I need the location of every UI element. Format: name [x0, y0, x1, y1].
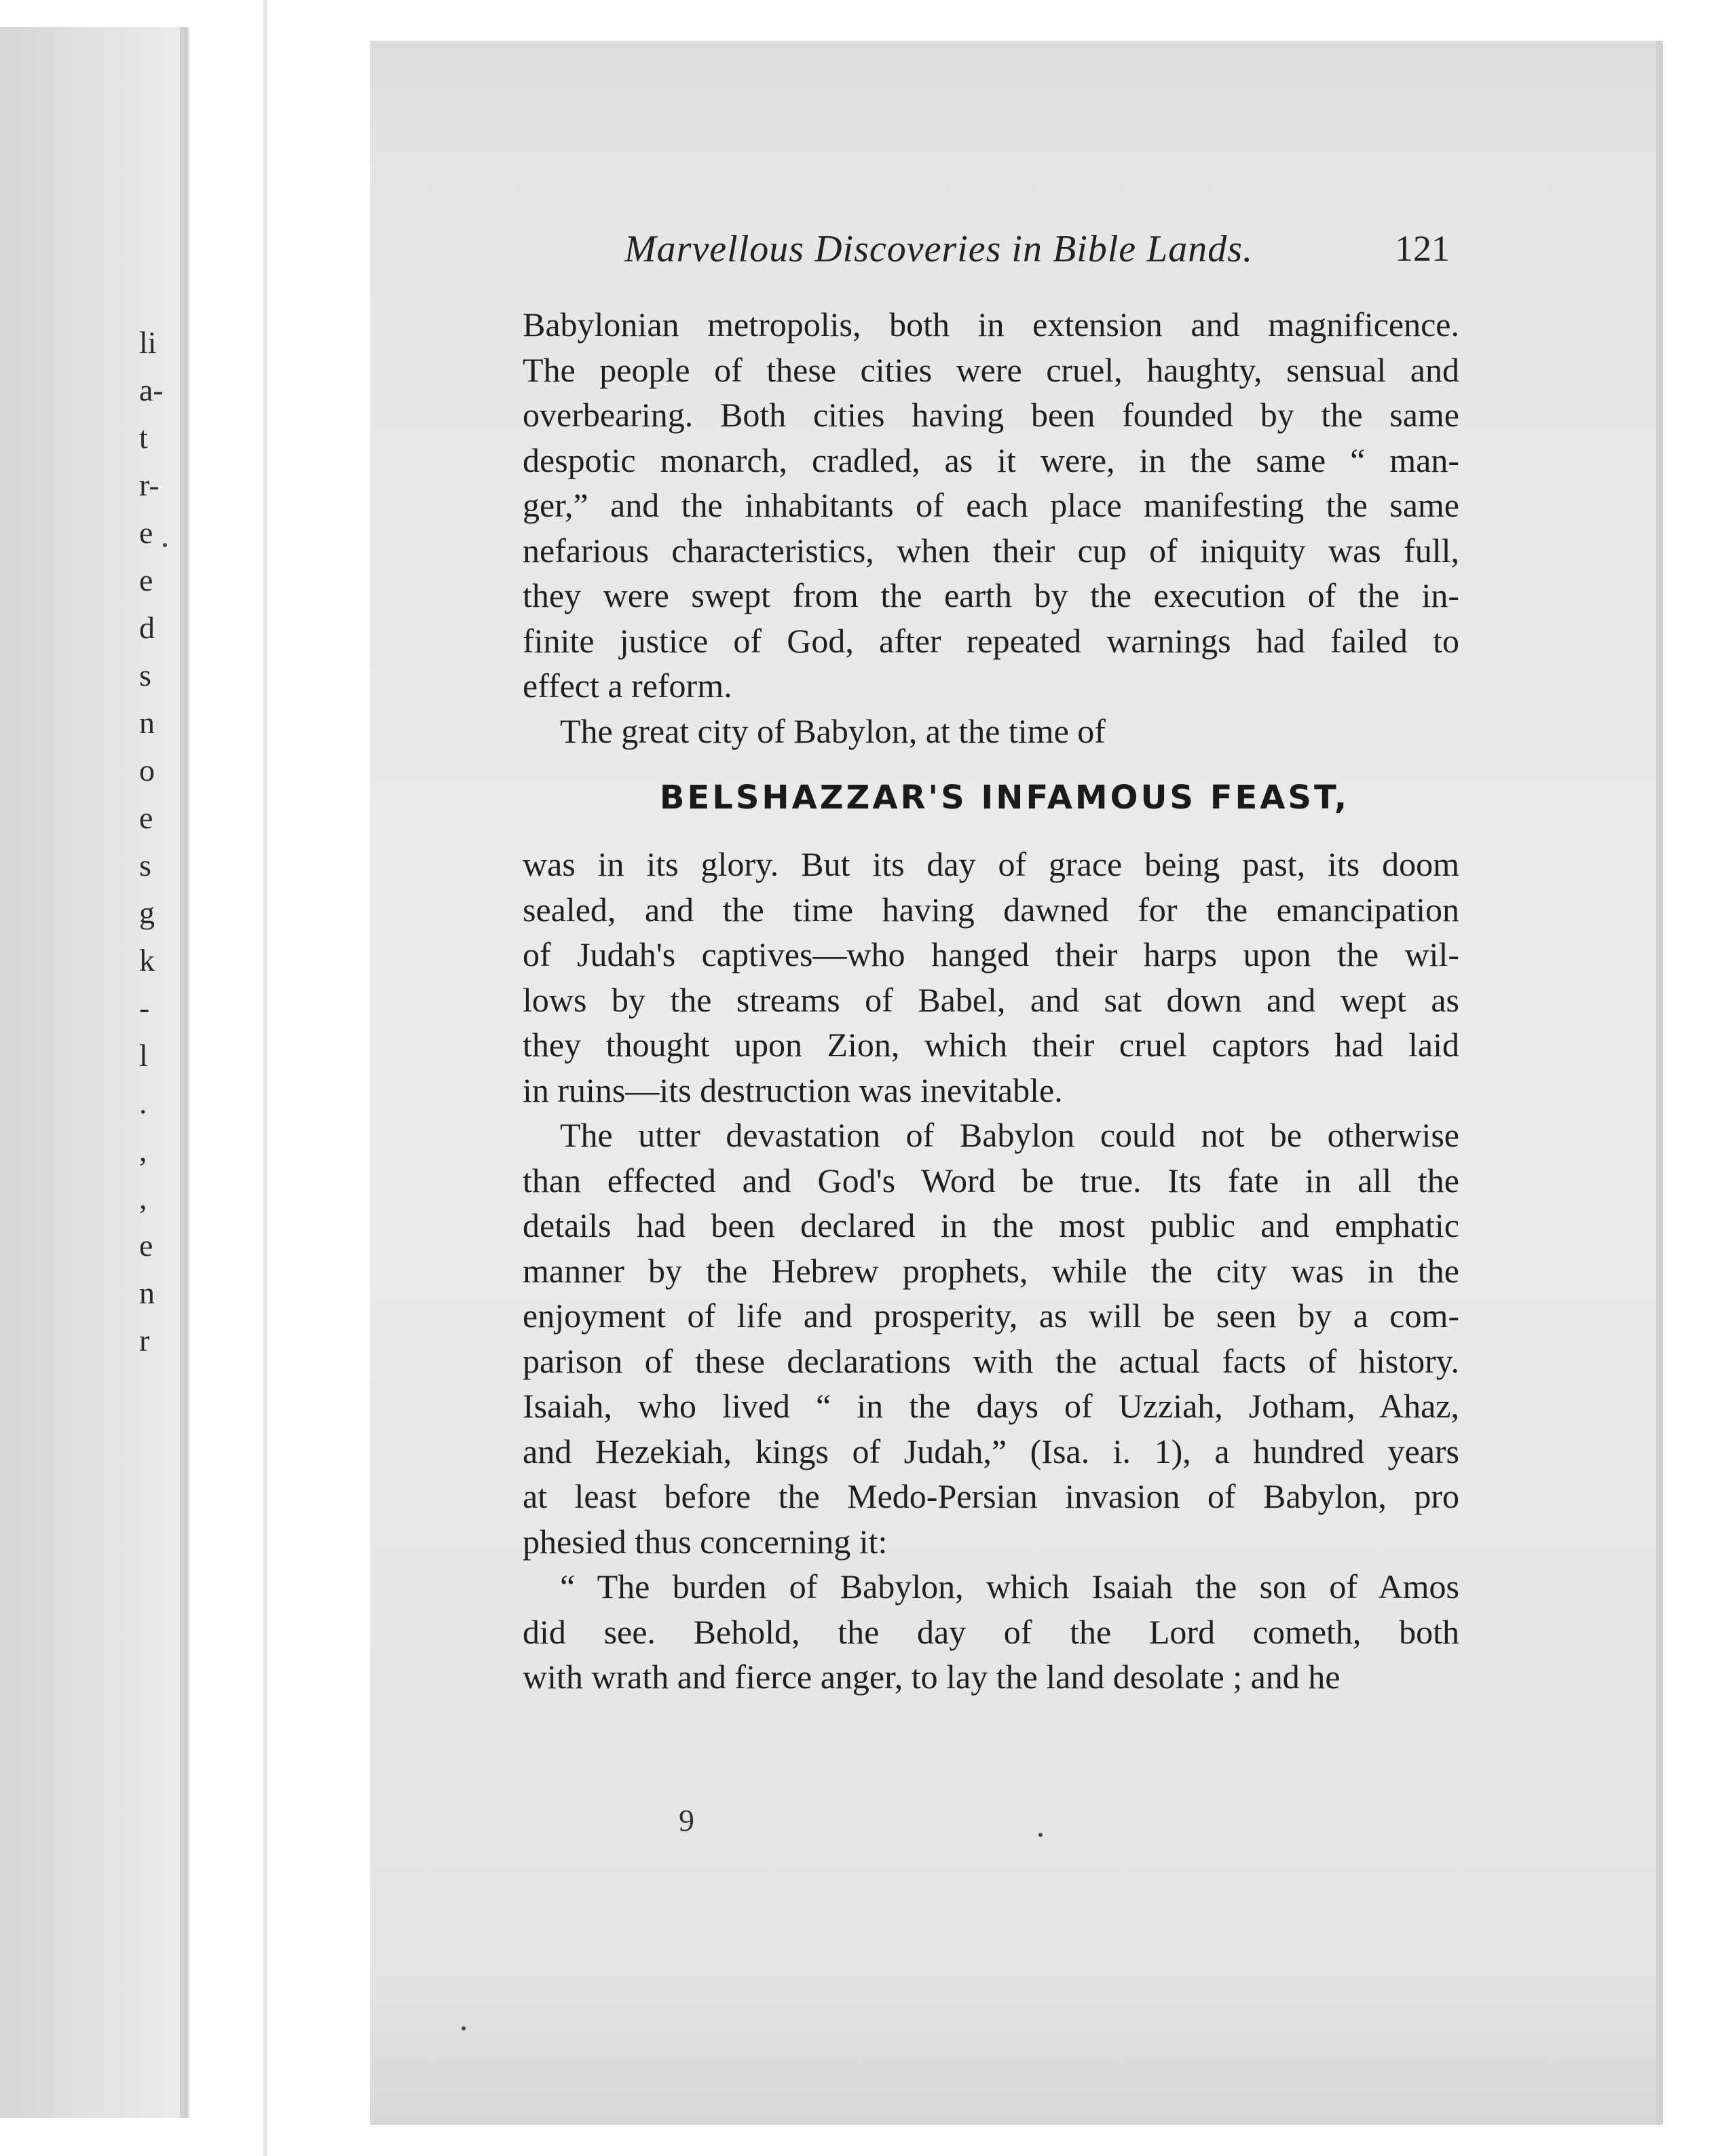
text-line: effect a reform.: [523, 667, 732, 705]
left-fragment: k: [139, 943, 155, 978]
text-line: The people of these cities were cruel, haughty, sensual and: [523, 350, 1459, 389]
left-fragment: s: [139, 658, 151, 692]
text-line: The utter devastation of Babylon could not be otherwise: [560, 1116, 1459, 1154]
left-page-edge: [180, 27, 188, 2118]
left-fragment: d: [139, 610, 155, 645]
text-line: they were swept from the earth by the execution of the in-: [523, 576, 1459, 614]
scan-speck: [462, 2026, 466, 2030]
left-fragment: e: [139, 800, 153, 835]
text-line: with wrath and fierce anger, to lay the land desolate ; and he: [523, 1658, 1341, 1696]
running-head: Marvellous Discoveries in Bible Lands.: [624, 228, 1254, 270]
text-line: was in its glory. But its day of grace being past, its doom: [523, 845, 1459, 883]
text-line: The great city of Babylon, at the time of: [560, 711, 1106, 750]
text-line: despotic monarch, cradled, as it were, in the same “ man-: [523, 441, 1459, 479]
left-fragment: r: [139, 1323, 150, 1358]
text-line: and Hezekiah, kings of Judah,” (Isa. i. 1), a hundred years: [523, 1432, 1459, 1470]
left-fragment: r-: [139, 468, 160, 502]
text-line: in ruins—its destruction was inevitable.: [523, 1071, 1063, 1109]
text-line: sealed, and the time having dawned for the emancipation: [523, 890, 1459, 929]
left-fragment: a-: [139, 373, 164, 407]
text-line: nefarious characteristics, when their cup of iniquity was full,: [523, 531, 1459, 570]
text-line: details had been declared in the most public and emphatic: [523, 1206, 1459, 1244]
book-gutter: [263, 0, 267, 2156]
text-line: “ The burden of Babylon, which Isaiah the son of Amos: [560, 1567, 1459, 1605]
left-fragment: g: [139, 895, 155, 930]
left-fragment: -: [139, 990, 150, 1025]
left-fragment: s: [139, 848, 151, 882]
left-fragment: n: [139, 1276, 155, 1310]
left-fragment: e: [139, 515, 153, 550]
left-fragment: li: [139, 325, 157, 360]
text-line: overbearing. Both cities having been founded by the same: [523, 396, 1459, 434]
text-line: parison of these declarations with the actual facts of history.: [523, 1341, 1459, 1380]
text-line: manner by the Hebrew prophets, while the city was in the: [523, 1251, 1459, 1290]
scan-speck: [163, 543, 167, 547]
left-fragment: ,: [139, 1181, 147, 1215]
text-line: ger,” and the inhabitants of each place manifesting the same: [523, 486, 1459, 524]
scan-speck: [1038, 1833, 1043, 1837]
text-line: enjoyment of life and prosperity, as will be seen by a com-: [523, 1297, 1459, 1335]
text-line: finite justice of God, after repeated warnings had failed to: [523, 621, 1459, 660]
text-line: lows by the streams of Babel, and sat down and wept as: [523, 980, 1459, 1019]
left-fragment: e: [139, 1228, 153, 1263]
body-text: [523, 302, 1459, 1700]
section-heading: BELSHAZZAR'S INFAMOUS FEAST,: [659, 779, 1350, 817]
left-fragment: t: [139, 420, 148, 455]
left-fragment: ,: [139, 1133, 147, 1168]
left-page-text-fragments: [139, 319, 180, 1364]
text-line: phesied thus concerning it:: [523, 1522, 888, 1561]
text-line: at least before the Medo-Persian invasion of Babylon, pro: [523, 1477, 1459, 1515]
left-fragment: e: [139, 563, 153, 597]
signature-mark: 9: [679, 1803, 694, 1838]
text-line: Babylonian metropolis, both in extension and magnificence.: [523, 305, 1459, 343]
left-fragment: n: [139, 705, 155, 740]
left-fragment: l: [139, 1038, 148, 1073]
text-line: did see. Behold, the day of the Lord cometh, both: [523, 1612, 1459, 1651]
page-number: 121: [1395, 228, 1450, 269]
text-line: they thought upon Zion, which their cruel captors had laid: [523, 1026, 1459, 1064]
left-fragment: o: [139, 753, 155, 787]
text-line: than effected and God's Word be true. Its fate in all the: [523, 1161, 1459, 1200]
text-line: of Judah's captives—who hanged their harps upon the wil-: [523, 935, 1459, 973]
left-fragment: .: [139, 1085, 147, 1120]
text-line: Isaiah, who lived “ in the days of Uzziah, Jotham, Ahaz,: [523, 1387, 1459, 1425]
